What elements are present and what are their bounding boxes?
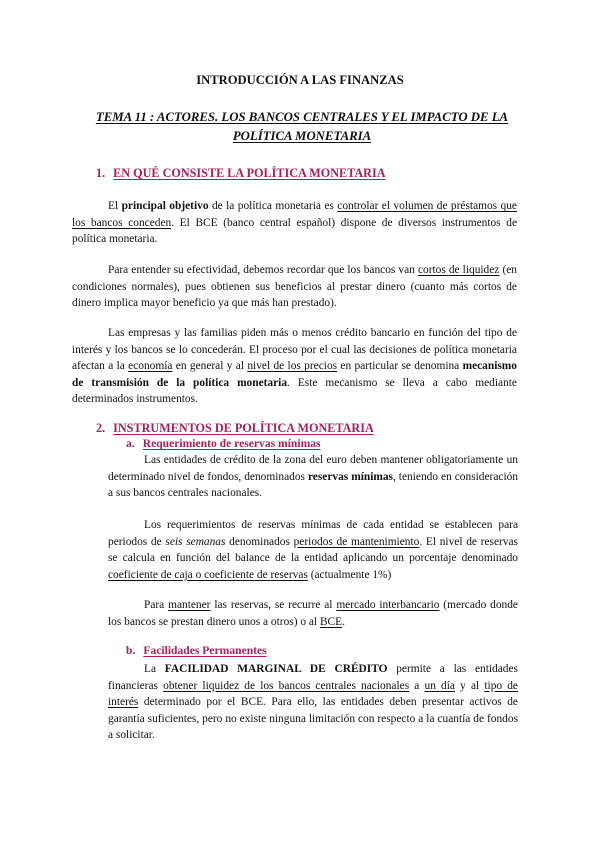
document-title: INTRODUCCIÓN A LAS FINANZAS bbox=[196, 73, 404, 87]
subsection-a-paragraph-3: Para mantener las reservas, se recurre al mercado interbancario (mercado donde los bancos se prestan dinero unos a otros) o al BCE. bbox=[108, 599, 518, 628]
document-subtitle: TEMA 11 : ACTORES. LOS BANCOS CENTRALES Y EL IMPACTO DE LA POLÍTICA MONETARIA bbox=[95, 110, 509, 143]
subsection-b-paragraph-1: La FACILIDAD MARGINAL DE CRÉDITO permite a las entidades financieras obtener liquidez de los bancos centrales nacionales a un día y al tipo de interés determinado por el BCE. Para ello, las entidades deben presentar activos de garantía suficientes, pero no existe ninguna limitación con respecto a la cuantía de fondos a solicitar. bbox=[108, 663, 518, 742]
section-1-paragraph-1: El principal objetivo de la política monetaria es controlar el volumen de préstamos que los bancos conceden. El BCE (banco central español) dispone de diversos instrumentos de política monetaria. bbox=[72, 200, 517, 246]
section-1-heading bbox=[96, 166, 386, 181]
section-2-heading bbox=[96, 421, 374, 436]
subsection-a-letter: a. bbox=[126, 437, 135, 450]
subsection-b-title: Facilidades Permanentes bbox=[143, 644, 267, 657]
section-1-title: EN QUÉ CONSISTE LA POLÍTICA MONETARIA bbox=[113, 166, 386, 180]
section-2-title: INSTRUMENTOS DE POLÍTICA MONETARIA bbox=[113, 421, 374, 435]
subsection-b-letter: b. bbox=[126, 644, 136, 657]
section-1-paragraph-2: Para entender su efectividad, debemos recordar que los bancos van cortos de liquidez (en condiciones normales), pues obtienen sus beneficios al prestar dinero (cuanto más cortos de dinero implica mayor beneficio ya que más han prestado). bbox=[72, 264, 517, 310]
subsection-a-paragraph-2: Los requerimientos de reservas mínimas de cada entidad se establecen para periodos de seis semanas denominados periodos de mantenimiento. El nivel de reservas se calcula en función del balance de la entidad aplicando un porcentaje denominado coeficiente de caja o coeficiente de reservas (actualmente 1%) bbox=[108, 519, 518, 581]
section-1-number: 1. bbox=[96, 166, 106, 180]
subsection-a-paragraph-1: Las entidades de crédito de la zona del euro deben mantener obligatoriamente un determinado nivel de fondos, denominados reservas mínimas, teniendo en consideración a sus bancos centrales nacionales. bbox=[108, 454, 518, 500]
section-1-paragraph-3: Las empresas y las familias piden más o menos crédito bancario en función del tipo de interés y los bancos se lo concederán. El proceso por el cual las decisiones de política monetaria afectan a la economía en general y al nivel de los precios en particular se denomina mecanismo de transmisión de la política monetaria. Este mecanismo se lleva a cabo mediante determinados instrumentos. bbox=[72, 327, 517, 406]
subsection-b-heading bbox=[126, 644, 267, 657]
subsection-a-title: Requerimiento de reservas mínimas bbox=[142, 437, 321, 450]
subsection-a-heading bbox=[126, 437, 321, 450]
section-2-number: 2. bbox=[96, 421, 106, 435]
